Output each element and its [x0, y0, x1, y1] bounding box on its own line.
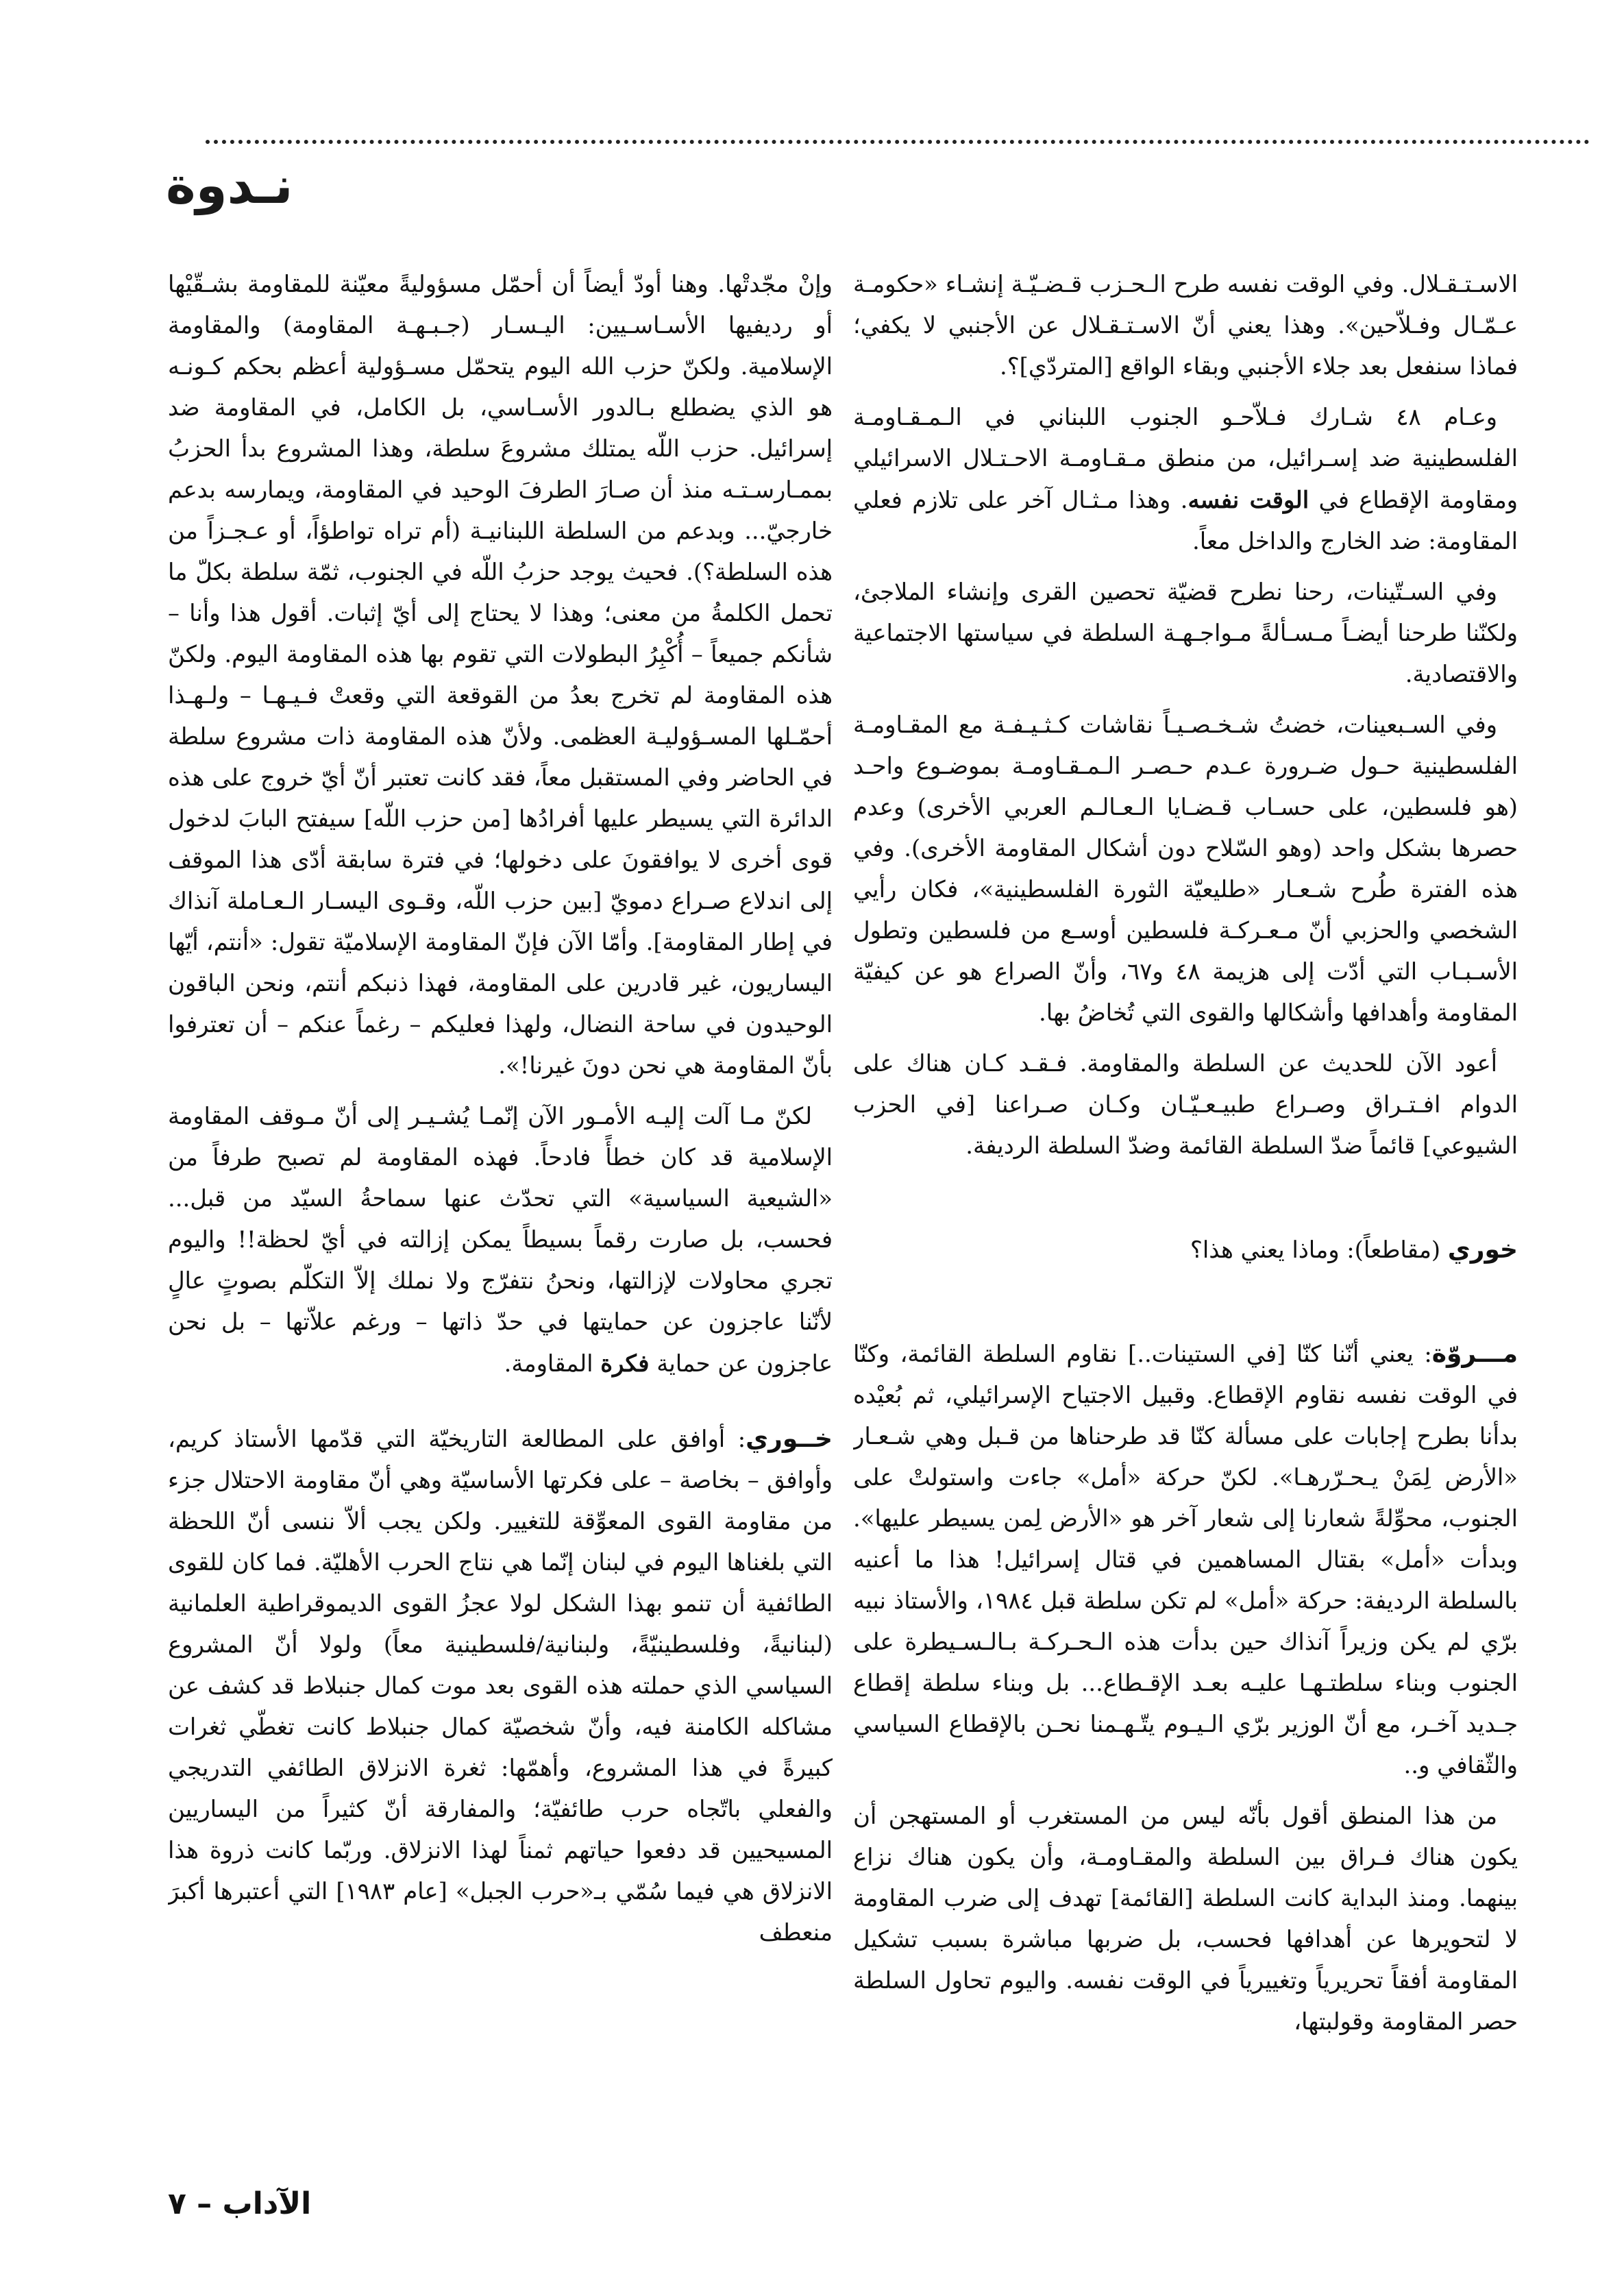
header-dotted-rule — [206, 140, 1590, 144]
left-column — [168, 264, 833, 2155]
speaker-name: مـــروّة — [1431, 1340, 1518, 1368]
paragraph: أعود الآن للحديث عن السلطة والمقاومة. فـقـد كـان هناك على الدوام افـتـراق وصـراع طبيـعـيّـان وكـان صـراعنا [في الحزب الشيوعي] قائماً ضدّ السلطة القائمة وضدّ السلطة الرديفة. — [853, 1050, 1518, 1159]
paragraph: وفي السـتّينات، رحنا نطرح قضيّة تحصين القرى وإنشاء الملاجئ، ولكنّنا طرحنا أيضـاً مـسـألةً مـواجـهـة السلطة في سياستها الاجتماعية والاقتصادية. — [853, 578, 1518, 687]
speaker-paragraph: مـــروّة: يعني أنّنا كنّا [في الستينات..] نقاوم السلطة القائمة، وكنّا في الوقت نفسه نقاوم الإقطاع. وقبيل الاجتياح الإسرائيلي، ثم بُعيْده بدأنا بطرح إجابات على مسألة كنّا قد طرحناها من قـبل وهي شـعـار «الأرض لِمَنْ يـحـرّرهـا». لكنّ حركة «أمل» جاءت واستولتْ على الجنوب، محوِّلةً شعارنا إلى شعار آخر هو «الأرض لِمن يسيطر عليها». وبدأت «أمل» بقتال المساهمين في قتال إسرائيل! هذا ما أعنيه بالسلطة الرديفة: حركة «أمل» لم تكن سلطة قبل ١٩٨٤، والأستاذ نبيه برّي لم يكن وزيراً آنذاك حين بدأت هذه الـحـركـة بـالـسـيطرة على الجنوب وبناء سلطتـهـا عليـه بعـد الإقـطاع... بل وبناء سلطة إقطاع جـديد آخـر، مع أنّ الوزير برّي الـيـوم يتّـهـمنا نحـن بالإقطاع السياسي والثّقافي و.. — [853, 1340, 1518, 1779]
paragraph: وفي السـبعينات، خضتُ شـخـصـيـاً نقاشات كـثـيـفـة مع المقـاومـة الفلسطينية حـول ضـرورة عـدم حـصـر الـمـقـاومـة بموضـوع واحـد (هو فلسطين، على حسـاب قـضـايا الـعـالـم العربي الأخرى) وعدم حصرها بشكل واحد (وهو السّلاح دون أشكال المقاومة الأخرى). وفي هذه الفترة طُرح شـعـار «طليعيّة الثورة الفلسطينية»، فكان رأيي الشخصي والحزبي أنّ مـعـركـة فلسطين أوسـع من فلسطين وتطول الأسـبـاب التي أدّت إلى هزيمة ٤٨ و٦٧، وأنّ الصراع هو عن كيفيّة المقاومة وأهدافها وأشكالها والقوى التي تُخاضُ بها. — [853, 711, 1518, 1026]
speaker-name: خوري — [1447, 1236, 1518, 1264]
section-logo: نـدوة — [166, 156, 293, 215]
page-footer: الآداب – ٧ — [168, 2186, 312, 2221]
speaker-name: خــوري — [746, 1425, 833, 1453]
right-column — [853, 264, 1518, 2155]
paragraph: وإنْ مجّدتْها. وهنا أودّ أيضاً أن أحمّل مسؤوليةً معيّنة للمقاومة بشـقّيْها أو رديفيها الأسـاسـيين: اليـسـار (جـبـهـة المقاومة) والمقاومة الإسلامية. ولكنّ حزب الله اليوم يتحمّل مسـؤولية أعظم بحكم كـونـه هو الذي يضطلع بـالدور الأسـاسي، بل الكامل، في المقاومة ضد إسرائيل. حزب اللّه يمتلك مشروعَ سلطة، وهذا المشروع بدأ الحزبُ بممـارسـتـه منذ أن صـارَ الطرفَ الوحيد في المقاومة، ويمارسه بدعم خارجيّ... وبدعم من السلطة اللبنانيـة (أم تراه تواطؤاً، أو عـجـزاً من هذه السلطة؟). فحيث يوجد حزبُ اللّه في الجنوب، ثمّة سلطة بكلّ ما تحمل الكلمةُ من معنى؛ وهذا لا يحتاج إلى أيّ إثبات. أقول هذا وأنا – شأنكم جميعاً – أُكْبِرُ البطولات التي تقوم بها هذه المقاومة اليوم. ولكنّ هذه المقاومة لم تخرج بعدُ من القوقعة التي وقعتْ فـيـهـا – ولـهـذا أحمّـلها المسـؤوليـة العظمى. ولأنّ هذه المقاومة ذات مشروع سلطة في الحاضر وفي المستقبل معاً، فقد كانت تعتبر أنّ أيّ خروج على هذه الدائرة التي يسيطر عليها أفرادُها [من حزب اللّه] سيفتح البابَ لدخول قوى أخرى لا يوافقونَ على دخولها؛ في فترة سابقة أدّى هذا الموقف إلى اندلاع صـراع دمويّ [بين حزب اللّه، وقـوى اليسـار الـعـاملة آنذاك في إطار المقاومة]. وأمّا الآن فإنّ المقاومة الإسلاميّة تقول: «أنتم، أيّها اليساريون، غير قادرين على المقاومة، فهذا ذنبكم أنتم، ونحن الباقون الوحيدون في ساحة النضال، ولهذا فعليكم – رغماً عنكم – أن تعترفوا بأنّ المقاومة هي نحن دونَ غيرنا!». — [168, 271, 833, 1079]
paragraph: لكنّ مـا آلت إليـه الأمـور الآن إنّمـا يُشـيـر إلى أنّ مـوقف المقاومة الإسلامية قد كان خطأً فادحاً. فهذه المقاومة لم تصبح طرفاً من «الشيعية السياسية» التي تحدّث عنها سماحةُ السيّد من قبل... فحسب، بل صارت رقماً بسيطاً يمكن إزالته في أيّ لحظة!! واليوم تجري محاولات لإزالتها، ونحنُ نتفرّج ولا نملك إلاّ التكلّم بصوتٍ عالٍ لأنّنا عاجزون عن حمايتها في حدّ ذاتها – ورغم علاّتها – بل نحن عاجزون عن حماية فكرة المقاومة. — [168, 1103, 833, 1377]
interjection: خوري (مقاطعاً): وماذا يعني هذا؟ — [1190, 1236, 1518, 1264]
paragraph: وعـام ٤٨ شـارك فـلاّحـو الجنوب اللبناني في الـمـقـاومـة الفلسطينية ضد إسـرائيل، من منطق مـقـاومـة الاحـتـلال الاسرائيلي ومقاومة الإقطاع في الوقت نفسه. وهذا مـثـال آخر على تلازم فعلي المقاومة: ضد الخارج والداخل معاً. — [853, 404, 1518, 554]
paragraph: من هذا المنطق أقول بأنّه ليس من المستغرب أو المستهجن أن يكون هناك فـراق بين السلطة والمقـاومـة، وأن يكون هناك نزاع بينهما. ومنذ البداية كانت السلطة [القائمة] تهدف إلى ضرب المقاومة لا لتحويرها عن أهدافها فحسب، بل ضربها مباشرة بسبب تشكيل المقاومة أفقاً تحريرياً وتغييرياً في الوقت نفسه. واليوم تحاول السلطة حصر المقاومة وقولبتها، — [853, 1803, 1518, 2035]
speaker-paragraph: خــوري: أوافق على المطالعة التاريخيّة التي قدّمها الأستاذ كريم، وأوافق – بخاصة – على فكرتها الأساسيّة وهي أنّ مقاومة الاحتلال جزء من مقاومة القوى المعوِّقة للتغيير. ولكن يجب ألاّ ننسى أنّ اللحظة التي بلغناها اليوم في لبنان إنّما هي نتاج الحرب الأهليّة. فما كان للقوى الطائفية أن تنمو بهذا الشكل لولا عجزُ القوى الديموقراطية العلمانية (لبنانيةً، وفلسطينيّةً، ولبنانية/فلسطينية معاً) ولولا أنّ المشروع السياسي الذي حملته هذه القوى بعد موت كمال جنبلاط قد كشف عن مشاكله الكامنة فيه، وأنّ شخصيّة كمال جنبلاط كانت تغطّي ثغرات كبيرةً في هذا المشروع، وأهمّها: ثغرة الانزلاق الطائفي التدريجي والفعلي باتّجاه حرب طائفيّة؛ والمفارقة أنّ كثيراً من اليساريين المسيحيين قد دفعوا حياتهم ثمناً لهذا الانزلاق. وربّما كانت ذروة هذا الانزلاق هي فيما سُمّي بـ«حرب الجبل» [عام ١٩٨٣] التي أعتبرها أكبرَ منعطف — [168, 1425, 833, 1946]
paragraph: الاسـتـقـلال. وفي الوقت نفسه طرح الـحـزب قـضـيّـة إنشـاء «حكومـة عـمّـال وفـلاّحين». وهذا يعني أنّ الاسـتـقـلال عن الأجنبي لا يكفي؛ فماذا سنفعل بعد جلاء الأجنبي وبقاء الواقع [المتردّي]؟. — [853, 271, 1518, 380]
